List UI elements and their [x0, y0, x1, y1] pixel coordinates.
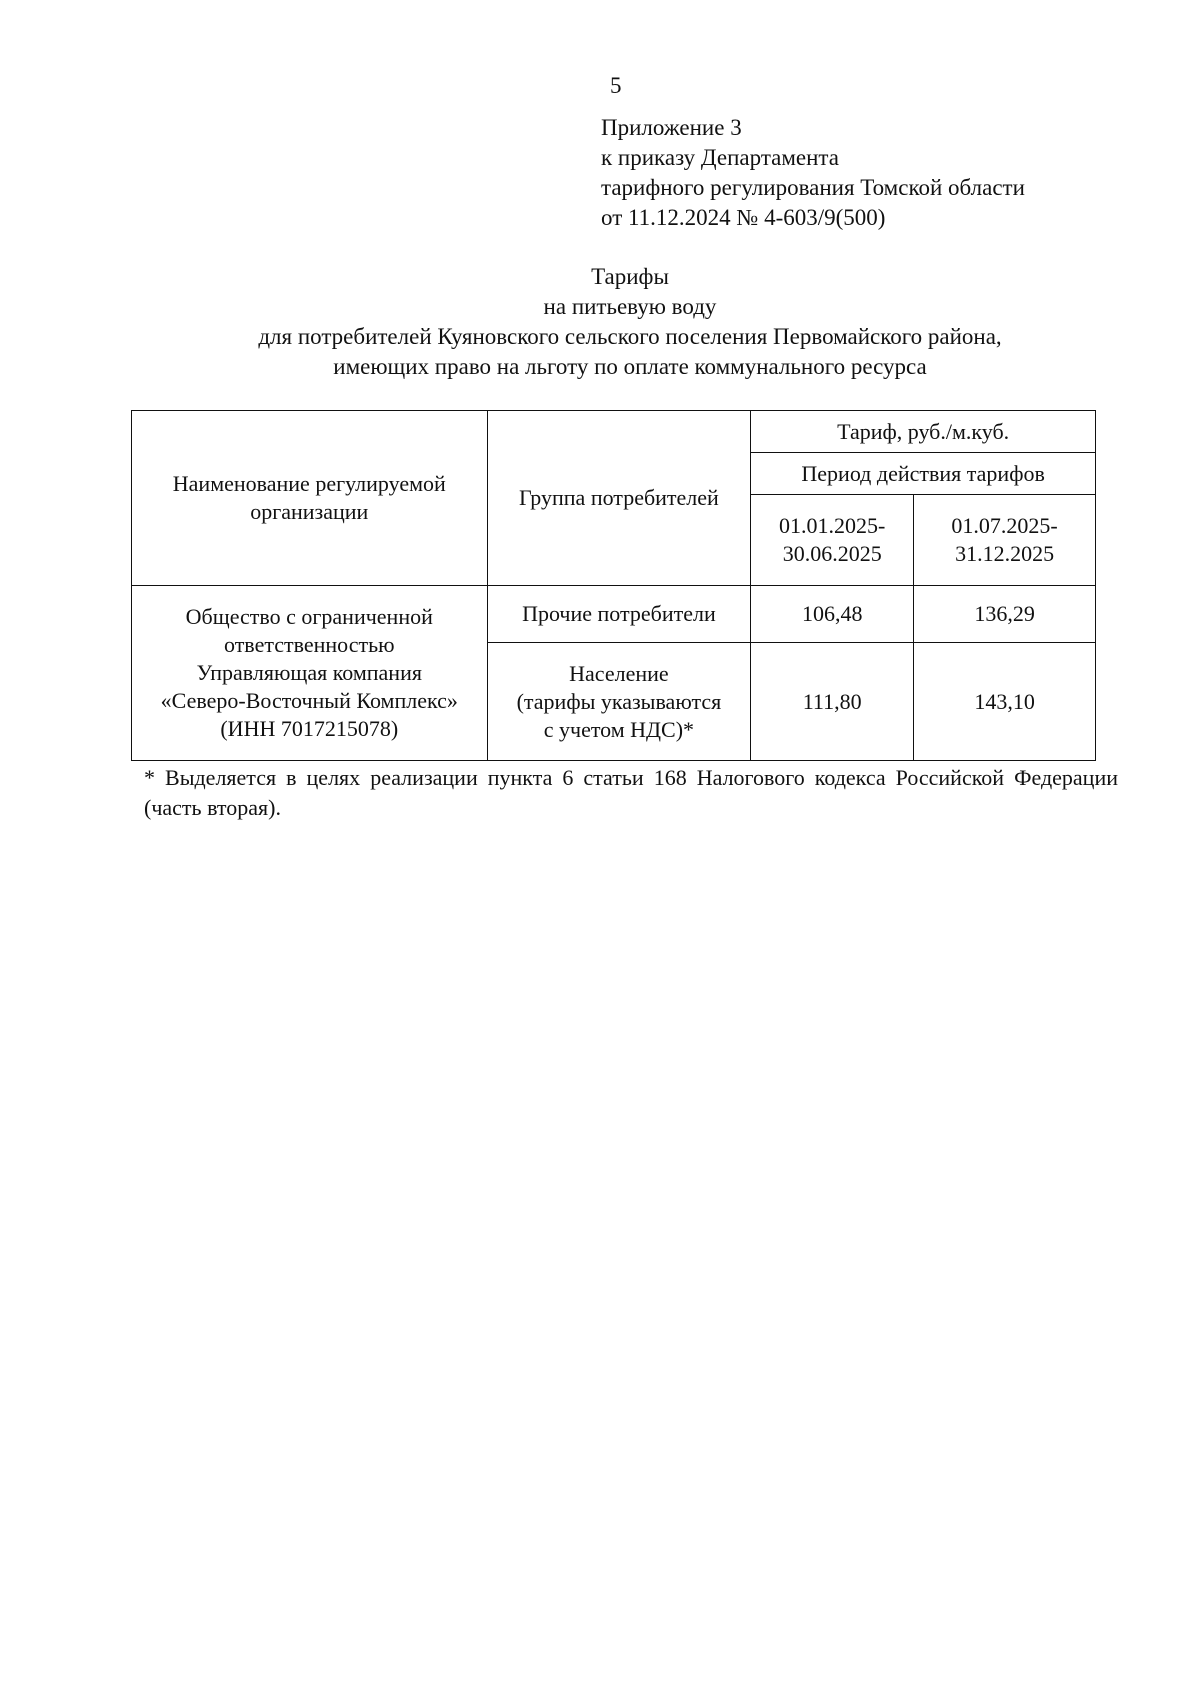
document-title: [120, 262, 1140, 382]
title-line-4: имеющих право на льготу по оплате коммунального ресурса: [333, 354, 927, 379]
organization-cell: [132, 586, 488, 761]
title-line-2: на питьевую воду: [543, 294, 717, 319]
header-tariff: Тариф, руб./м.куб.: [751, 411, 1096, 453]
period-2-end: 31.12.2025: [955, 541, 1055, 566]
page-number: 5: [610, 73, 622, 98]
appendix-number: Приложение 3: [601, 115, 742, 140]
tariff-value-cell: 143,10: [914, 643, 1096, 761]
consumer-group-line: Население: [569, 660, 669, 686]
header-period-2: [914, 495, 1096, 586]
appendix-order-date: от 11.12.2024 № 4-603/9(500): [601, 205, 886, 230]
tariff-value-cell: 111,80: [751, 643, 914, 761]
table-row: [132, 586, 1096, 643]
appendix-order-ref: к приказу Департамента: [601, 145, 839, 170]
appendix-header: [601, 113, 1025, 233]
title-line-3: для потребителей Куяновского сельского поселения Первомайского района,: [258, 324, 1002, 349]
period-1-end: 30.06.2025: [782, 541, 882, 566]
title-line-1: Тарифы: [591, 264, 669, 289]
period-1-start: 01.01.2025-: [779, 513, 886, 538]
tariff-value-cell: 136,29: [914, 586, 1096, 643]
consumer-group-line: (тарифы указываются: [516, 688, 722, 714]
header-consumer-group: Группа потребителей: [487, 411, 751, 586]
table-header-row: [132, 411, 1096, 453]
consumer-group-cell: [487, 643, 751, 761]
organization-line: Общество с ограниченной: [185, 604, 433, 629]
organization-line: «Северо-Восточный Комплекс»: [160, 688, 458, 713]
organization-inn: (ИНН 7017215078): [220, 716, 399, 741]
consumer-group-line: с учетом НДС)*: [543, 716, 695, 742]
footnote: * Выделяется в целях реализации пункта 6 статьи 168 Налогового кодекса Российской Федерации (часть вторая).: [144, 765, 1118, 820]
tariff-table: [131, 410, 1096, 761]
tariff-value-cell: 106,48: [751, 586, 914, 643]
header-period: Период действия тарифов: [751, 453, 1096, 495]
organization-line: Управляющая компания: [196, 660, 422, 685]
header-period-1: [751, 495, 914, 586]
appendix-department: тарифного регулирования Томской области: [601, 175, 1025, 200]
period-2-start: 01.07.2025-: [951, 513, 1058, 538]
organization-line: ответственностью: [223, 632, 395, 657]
header-organization: Наименование регулируемой организации: [132, 411, 488, 586]
consumer-group-cell: Прочие потребители: [487, 586, 751, 643]
